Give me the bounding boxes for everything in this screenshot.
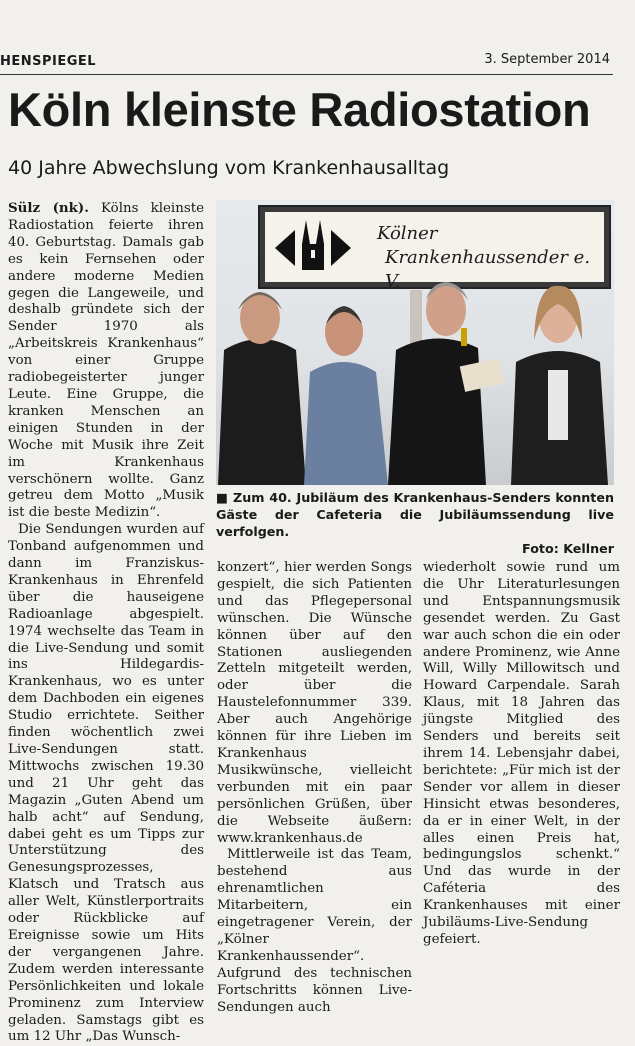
person-center-left [304,306,388,485]
article-lead: Sülz (nk). [8,200,89,216]
sign-line-1: Kölner [377,223,438,244]
photo-credit: Foto: Kellner [522,541,614,556]
article-column-1 [8,200,204,1046]
article-text: Kölns kleinste Radiostation feierte ihren 40. Geburtstag. Damals gab es kein Fernsehen oder andere moderne Medien gegen die Langeweile, und deshalb gründete sich der Sender 1970 als „Arbeitskreis Krankenhaus“ von einer Gruppe radiobegeisterter junger Leute. Eine Gruppe, die kranken Menschen an einigen Stunden in der Woche mit Musik ihre Zeit im Krankenhaus verschönern wollte. Ganz getreu dem Motto „Musik ist die beste Medizin“. [8,201,205,521]
person-left [218,292,306,485]
page-header [0,50,613,75]
sign-line-2: Krankenhaussender e. V. [385,247,591,292]
section-name: HENSPIEGEL [0,54,97,69]
caption-text: ■ Zum 40. Jubiläum des Krankenhaus-Senders konnten Gäste der Cafeteria die Jubiläumssendung live verfolgen. [216,490,614,539]
article-paragraph [8,200,204,522]
issue-date: 3. September 2014 [484,52,610,67]
person-right [511,286,608,485]
person-center-right-with-microphone [388,282,504,485]
headline: Köln kleinste Radiostation [8,83,591,136]
subheadline: 40 Jahre Abwechslung vom Krankenhausalltag [8,157,450,179]
article-paragraph: Die Sendungen wurden auf Tonband aufgenommen und dann im Franziskus-Krankenhaus in Ehrenfeld über die hauseigene Radioanlage abgespielt. 1974 wechselte das Team in die Live-Sendung und somit ins Hildegardis-Krankenhaus, wo es unter dem Dachboden ein eigenes Studio errichtete. Seither finden wöchentlich zwei Live-Sendungen statt. Mittwochs zwischen 19.30 und 21 Uhr geht das Magazin „Guten Abend um halb acht“ auf Sendung, dabei geht es um Tipps zur Unterstützung des Genesungsprozesses, Klatsch und Tratsch aus aller Welt, Künstlerportraits oder Rückblicke auf Ereignisse sowie um Hits der vergangenen Jahre. Zudem werden interessante Persönlichkeiten und lokale Prominenz zum Interview geladen. Samstags gibt es um 12 Uhr „Das Wunsch- [8,522,204,1045]
article-column-3 [423,560,620,949]
article-paragraph: konzert“, hier werden Songs gespielt, die sich Patienten und das Pflegepersonal wünschen. Die Wünsche können über auf den Stationen ausliegenden Zetteln mitgeteilt werden, oder über die Haustelefonnummer 339. Aber auch Angehörige können für ihre Lieben im Krankenhaus Musikwünsche, vielleicht verbunden mit ein paar persönlichen Grüßen, über die Webseite äußern: www.krankenhaus.de [217,560,412,846]
photo-caption [216,489,614,557]
article-photo [216,200,614,485]
people-group [216,200,614,485]
article-paragraph: wiederholt sowie rund um die Uhr Literaturlesungen und Entspannungsmusik gesendet werden. Zu Gast war auch schon die ein oder andere Prominenz, wie Anne Will, Willy Millowitsch und Howard Carpendale. Sarah Klaus, mit 18 Jahren das jüngste Mitglied des Senders und bereits seit ihrem 14. Lebensjahr dabei, berichtete: „Für mich ist der Sender vor allem in dieser Hinsicht etwas besonderes, da er in einer Welt, in der alles einen Preis hat, bedingungslos schenkt.“ Und das wurde in der Caféteria des Krankenhauses mit einer Jubiläums-Live-Sendung gefeiert. [423,560,620,947]
article-paragraph: Mittlerweile ist das Team, bestehend aus ehrenamtlichen Mitarbeitern, ein eingetragener Verein, der „Kölner Krankenhaussender“. Aufgrund des technischen Fortschritts können Live-Sendungen auch [217,847,412,1015]
article-column-2 [217,560,412,1016]
